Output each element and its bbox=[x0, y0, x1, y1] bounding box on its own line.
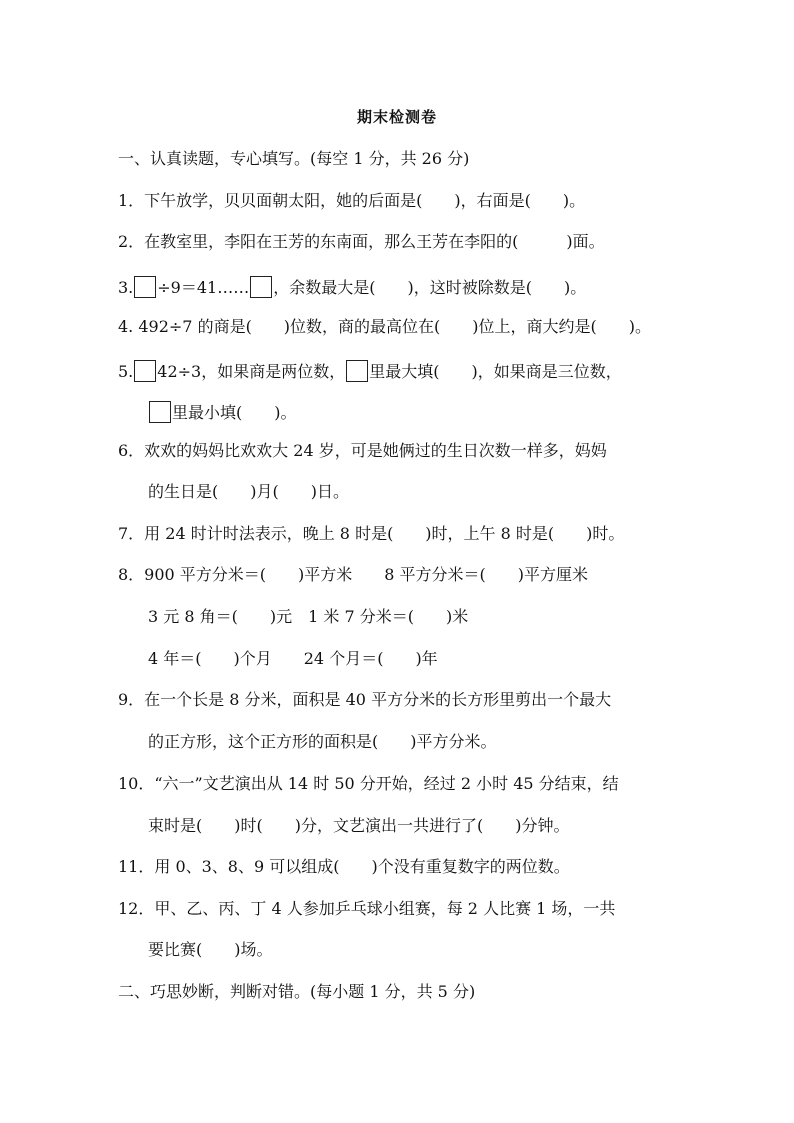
question-9: 9．在一个长是 8 分米，面积是 40 平方分米的长方形里剪出一个最大 bbox=[118, 690, 612, 709]
page-title: 期末检测卷 bbox=[356, 108, 437, 126]
question-3-prefix: 3. bbox=[118, 278, 134, 297]
question-5-middle: 42÷3，如果商是两位数， bbox=[157, 362, 346, 381]
question-5 bbox=[118, 360, 622, 383]
question-12: 12．甲、乙、丙、丁 4 人参加乒乓球小组赛，每 2 人比赛 1 场，一共 bbox=[118, 899, 616, 918]
question-2: 2．在教室里，李阳在王芳的东南面，那么王芳在李阳的( )面。 bbox=[118, 232, 605, 251]
question-6-line2: 的生日是( )月( )日。 bbox=[148, 482, 349, 501]
question-5-suffix: 里最大填( )，如果商是三位数， bbox=[369, 362, 622, 381]
question-5-line2 bbox=[148, 401, 297, 424]
question-8-line3: 4 年＝( )个月 24 个月＝( )年 bbox=[148, 649, 438, 668]
blank-box bbox=[134, 360, 156, 382]
question-8-line2: 3 元 8 角＝( )元 1 米 7 分米＝( )米 bbox=[148, 607, 469, 626]
question-6: 6．欢欢的妈妈比欢欢大 24 岁，可是她俩过的生日次数一样多，妈妈 bbox=[118, 441, 607, 460]
blank-box bbox=[250, 276, 272, 298]
question-1: 1．下午放学，贝贝面朝太阳，她的后面是( )，右面是( )。 bbox=[118, 191, 586, 210]
question-4: 4. 492÷7 的商是( )位数，商的最高位在( )位上，商大约是( )。 bbox=[118, 317, 652, 336]
question-3 bbox=[118, 276, 586, 299]
question-5-line2-text: 里最小填( )。 bbox=[172, 403, 297, 422]
section2-heading: 二、巧思妙断，判断对错。(每小题 1 分，共 5 分) bbox=[118, 982, 476, 1001]
question-12-line2: 要比赛( )场。 bbox=[148, 940, 273, 959]
question-3-middle: ÷9＝41…… bbox=[157, 278, 250, 297]
question-11: 11．用 0、3、8、9 可以组成( )个没有重复数字的两位数。 bbox=[118, 857, 570, 876]
question-7: 7．用 24 时计时法表示，晚上 8 时是( )时，上午 8 时是( )时。 bbox=[118, 524, 625, 543]
blank-box bbox=[134, 276, 156, 298]
question-9-line2: 的正方形，这个正方形的面积是( )平方分米。 bbox=[148, 732, 497, 751]
question-8: 8．900 平方分米＝( )平方米 8 平方分米＝( )平方厘米 bbox=[118, 565, 589, 584]
question-10-line2: 束时是( )时( )分，文艺演出一共进行了( )分钟。 bbox=[148, 816, 570, 835]
question-10: 10．“六一”文艺演出从 14 时 50 分开始，经过 2 小时 45 分结束，结 bbox=[118, 774, 619, 793]
question-3-suffix: ，余数最大是( )，这时被除数是( )。 bbox=[273, 278, 587, 297]
section1-heading: 一、认真读题，专心填写。(每空 1 分，共 26 分) bbox=[118, 149, 470, 168]
blank-box bbox=[346, 360, 368, 382]
question-5-prefix: 5. bbox=[118, 362, 134, 381]
blank-box bbox=[149, 401, 171, 423]
